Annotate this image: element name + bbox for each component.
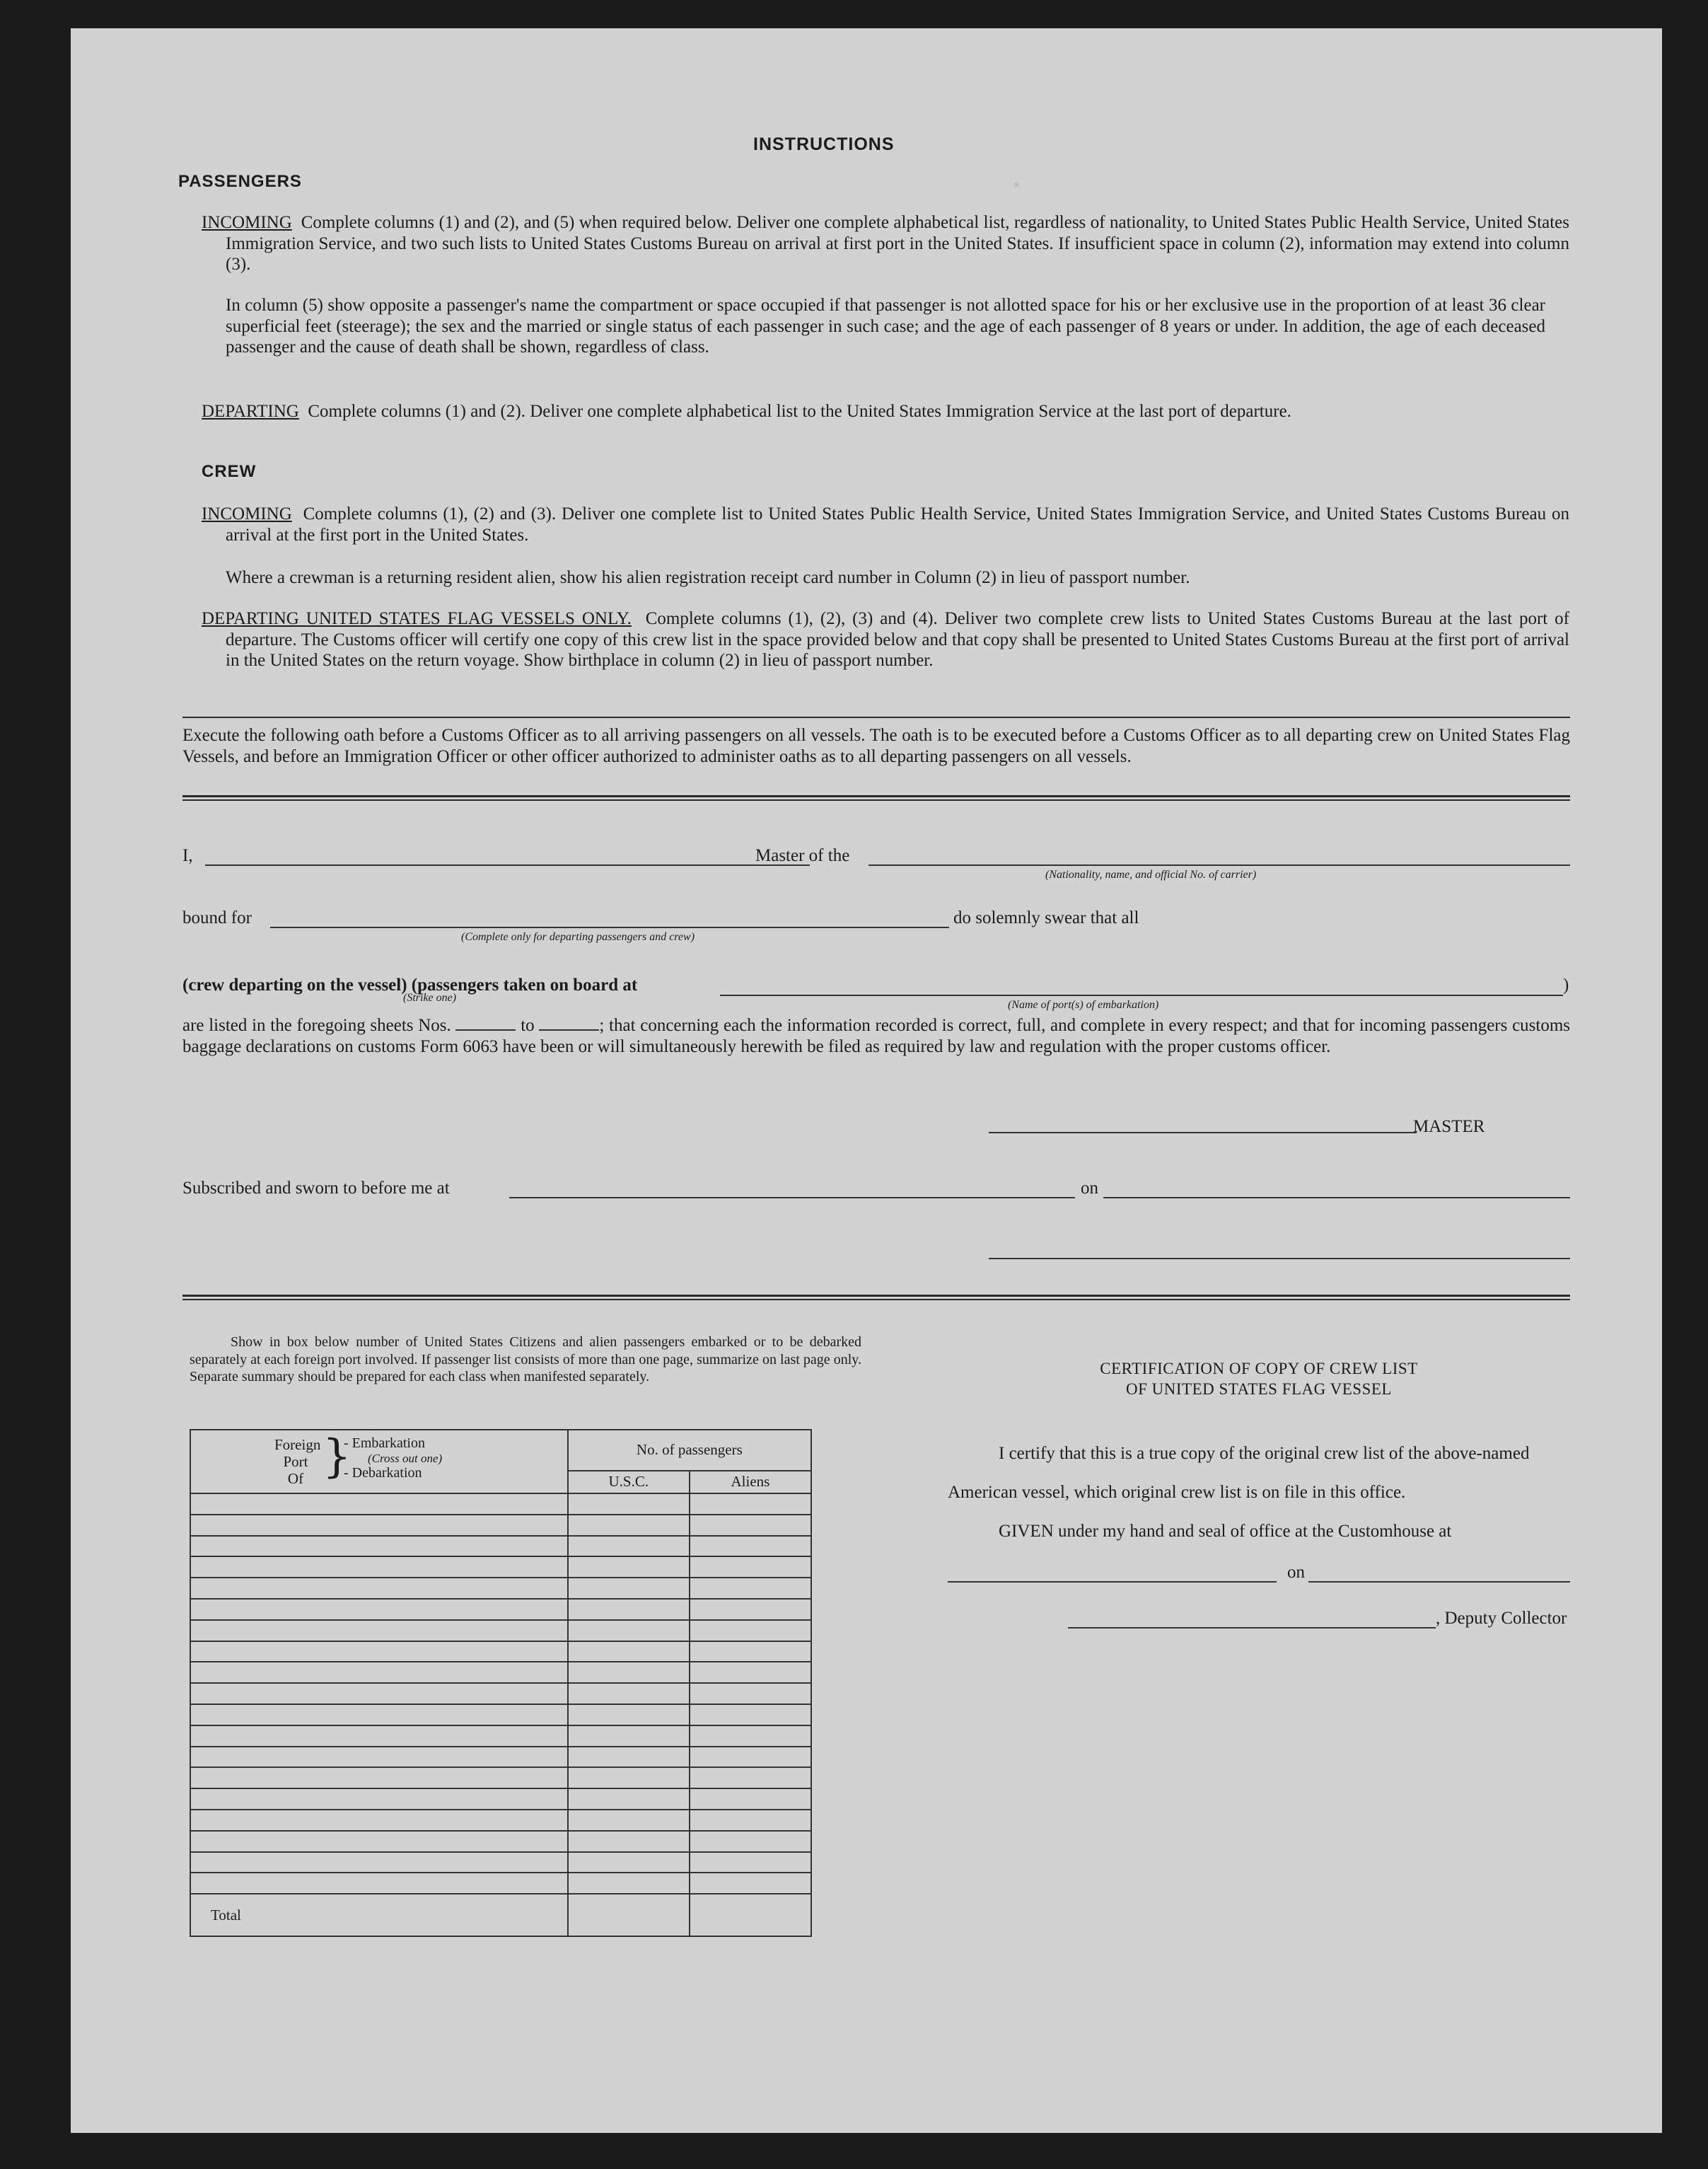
- divider: [182, 1295, 1570, 1297]
- officer-signature-field[interactable]: [989, 1258, 1570, 1259]
- port-cell[interactable]: [190, 1556, 568, 1578]
- aliens-cell[interactable]: [690, 1556, 811, 1578]
- crew-heading: CREW: [202, 462, 257, 481]
- usc-header: U.S.C.: [568, 1471, 690, 1493]
- crew-passengers-text: (crew departing on the vessel) (passengers taken on board at: [182, 976, 638, 995]
- usc-cell[interactable]: [568, 1767, 690, 1788]
- port-cell[interactable]: [190, 1873, 568, 1894]
- port-cell[interactable]: [190, 1831, 568, 1852]
- aliens-cell[interactable]: [690, 1662, 811, 1683]
- brace-glyph: }: [323, 1430, 352, 1483]
- bleed-through-mark: *: [1011, 180, 1022, 199]
- certification-on-label: on: [1287, 1563, 1305, 1582]
- incoming-text: Complete columns (1) and (2), and (5) when required below. Deliver one complete alphabetical list, regardless of nationality, to United States Public Health Service, United States Immigration Service, and two such lists to United States Customs Bureau on arrival at first port in the United States. If insufficient space in column (2), information may extend into column (3).: [226, 213, 1570, 274]
- summary-instructions: Show in box below number of United States Citizens and alien passengers embarked or to be debarked separately at each foreign port involved. If passenger list consists of more than one page, summarize on last page only. Separate summary should be prepared for each class when manifested separately.: [190, 1334, 861, 1384]
- usc-cell[interactable]: [568, 1683, 690, 1704]
- port-cell[interactable]: [190, 1725, 568, 1747]
- debarkation-label: - Debarkation: [344, 1465, 422, 1481]
- aliens-cell[interactable]: [690, 1767, 811, 1788]
- port-cell[interactable]: [190, 1493, 568, 1515]
- bound-for-caption: (Complete only for departing passengers and crew): [461, 931, 695, 943]
- port-cell[interactable]: [190, 1704, 568, 1725]
- usc-cell[interactable]: [568, 1641, 690, 1662]
- usc-cell[interactable]: [568, 1852, 690, 1873]
- port-label: Port: [283, 1453, 308, 1470]
- swear-text: do solemnly swear that all: [953, 908, 1139, 927]
- passengers-heading: PASSENGERS: [178, 172, 302, 191]
- usc-cell[interactable]: [568, 1662, 690, 1683]
- form-page: [71, 28, 1662, 2133]
- port-cell[interactable]: [190, 1515, 568, 1536]
- flag-vessels-label: DEPARTING UNITED STATES FLAG VESSELS ONLY.: [202, 609, 632, 628]
- crew-incoming-label: INCOMING: [202, 504, 292, 524]
- passenger-summary-table: [190, 1429, 812, 1937]
- crew-incoming-instruction: [202, 504, 1569, 545]
- aliens-cell[interactable]: [690, 1515, 811, 1536]
- aliens-cell[interactable]: [690, 1536, 811, 1557]
- carrier-caption: (Nationality, name, and official No. of carrier): [1045, 869, 1257, 881]
- embarkation-label: - Embarkation: [344, 1435, 425, 1451]
- subscribed-date-field[interactable]: [1103, 1197, 1570, 1198]
- instructions-title: INSTRUCTIONS: [753, 134, 895, 154]
- port-cell[interactable]: [190, 1747, 568, 1768]
- listed-text-b: ; that concerning each the information recorded is correct, full, and complete in every respect; and that for incoming passengers customs baggage declarations on customs Form 6063 have been or will simultaneously herewith be filed as required by law and regulation with the proper customs officer.: [182, 1016, 1571, 1056]
- port-cell[interactable]: [190, 1683, 568, 1704]
- close-paren: ): [1563, 976, 1569, 995]
- flag-vessels-instruction: [202, 608, 1569, 671]
- column5-instruction: In column (5) show opposite a passenger's name the compartment or space occupied if that passenger is not allotted space for his or her exclusive use in the proportion of at least 36 clear superficial feet (steerage); the sex and the married or single status of each passenger in such case; and the age of each passenger of 8 years or under. In addition, the age of each deceased passenger and the cause of death shall be shown, regardless of class.: [226, 296, 1545, 357]
- aliens-header: Aliens: [690, 1471, 811, 1493]
- embarkation-ports-field[interactable]: [720, 995, 1563, 996]
- crew-incoming-text: Complete columns (1), (2) and (3). Deliver one complete list to United States Public Health Service, United States Immigration Service, and United States Customs Bureau on arrival at the first port in the United States.: [226, 504, 1569, 545]
- aliens-cell[interactable]: [690, 1578, 811, 1599]
- port-cell[interactable]: [190, 1578, 568, 1599]
- aliens-cell[interactable]: [690, 1641, 811, 1662]
- aliens-cell[interactable]: [690, 1683, 811, 1704]
- usc-cell[interactable]: [568, 1515, 690, 1536]
- port-cell[interactable]: [190, 1536, 568, 1557]
- carrier-field[interactable]: [868, 864, 1570, 866]
- usc-cell[interactable]: [568, 1810, 690, 1831]
- port-cell[interactable]: [190, 1788, 568, 1810]
- certification-title-line2: OF UNITED STATES FLAG VESSEL: [1126, 1380, 1392, 1398]
- ports-caption: (Name of port(s) of embarkation): [1008, 999, 1159, 1011]
- port-cell[interactable]: [190, 1641, 568, 1662]
- foreign-label: Foreign: [274, 1436, 321, 1453]
- cross-out-label: (Cross out one): [368, 1452, 443, 1465]
- passengers-incoming-instruction: [202, 212, 1569, 275]
- master-label: MASTER: [1413, 1117, 1485, 1136]
- usc-cell[interactable]: [568, 1704, 690, 1725]
- aliens-cell[interactable]: [690, 1873, 811, 1894]
- divider: [182, 799, 1570, 801]
- oath-intro: Execute the following oath before a Customs Officer as to all arriving passengers on all vessels. The oath is to be executed before a Customs Officer as to all departing crew on United States Flag Vessels, and before an Immigration Officer or other officer authorized to administer oaths as to all departing passengers on all vessels.: [182, 726, 1570, 766]
- listed-sheets-statement: [182, 1015, 1570, 1057]
- sheet-from-field[interactable]: [455, 1017, 516, 1031]
- aliens-cell[interactable]: [690, 1788, 811, 1810]
- certify-text-line2: American vessel, which original crew list is on file in this office.: [948, 1483, 1406, 1502]
- aliens-cell[interactable]: [690, 1852, 811, 1873]
- certification-title-line1: CERTIFICATION OF COPY OF CREW LIST: [1100, 1360, 1418, 1377]
- subscribed-place-field[interactable]: [509, 1197, 1075, 1198]
- usc-cell[interactable]: [568, 1873, 690, 1894]
- port-cell[interactable]: [190, 1810, 568, 1831]
- certification-date-field[interactable]: [1308, 1581, 1570, 1583]
- subscribed-label: Subscribed and sworn to before me at: [182, 1179, 450, 1198]
- no-of-passengers-header: No. of passengers: [568, 1430, 811, 1471]
- usc-cell[interactable]: [568, 1747, 690, 1768]
- port-cell[interactable]: [190, 1662, 568, 1683]
- strike-caption: (Strike one): [403, 992, 457, 1004]
- departing-label: DEPARTING: [202, 402, 299, 421]
- usc-cell[interactable]: [568, 1599, 690, 1620]
- aliens-cell[interactable]: [690, 1620, 811, 1641]
- aliens-cell[interactable]: [690, 1831, 811, 1852]
- master-signature-field[interactable]: [989, 1132, 1417, 1133]
- listed-to: to: [521, 1016, 535, 1035]
- usc-cell[interactable]: [568, 1725, 690, 1747]
- listed-text-a: are listed in the foregoing sheets Nos.: [182, 1016, 451, 1035]
- incoming-label: INCOMING: [202, 213, 292, 232]
- departing-text: Complete columns (1) and (2). Deliver one complete alphabetical list to the United States Immigration Service at the last port of departure.: [308, 402, 1291, 421]
- port-cell[interactable]: [190, 1620, 568, 1641]
- oath-i-label: I,: [182, 846, 193, 865]
- given-text: GIVEN under my hand and seal of office at the Customhouse at: [999, 1522, 1452, 1541]
- usc-cell[interactable]: [568, 1620, 690, 1641]
- total-usc-cell[interactable]: [568, 1894, 690, 1936]
- usc-cell[interactable]: [568, 1831, 690, 1852]
- usc-cell[interactable]: [568, 1536, 690, 1557]
- total-label: Total: [190, 1894, 568, 1936]
- deputy-signature-field[interactable]: [1068, 1627, 1436, 1629]
- certification-title: [948, 1358, 1570, 1399]
- port-cell[interactable]: [190, 1852, 568, 1873]
- aliens-cell[interactable]: [690, 1810, 811, 1831]
- aliens-cell[interactable]: [690, 1599, 811, 1620]
- port-cell[interactable]: [190, 1599, 568, 1620]
- certify-text-line1: I certify that this is a true copy of the original crew list of the above-named: [999, 1444, 1530, 1463]
- crewman-instruction: Where a crewman is a returning resident alien, show his alien registration receipt card number in Column (2) in lieu of passport number.: [226, 568, 1190, 587]
- port-header-cell: [190, 1430, 568, 1493]
- passengers-departing-instruction: [202, 401, 1569, 422]
- deputy-collector-label: , Deputy Collector: [1436, 1609, 1567, 1628]
- divider: [182, 795, 1570, 797]
- port-cell[interactable]: [190, 1767, 568, 1788]
- aliens-cell[interactable]: [690, 1704, 811, 1725]
- usc-cell[interactable]: [568, 1788, 690, 1810]
- of-label: Of: [287, 1470, 304, 1487]
- divider: [182, 1299, 1570, 1300]
- aliens-cell[interactable]: [690, 1725, 811, 1747]
- subscribed-on-label: on: [1081, 1179, 1098, 1198]
- usc-cell[interactable]: [568, 1493, 690, 1515]
- usc-cell[interactable]: [568, 1556, 690, 1578]
- sheet-to-field[interactable]: [539, 1017, 599, 1031]
- flag-vessels-text: Complete columns (1), (2), (3) and (4). Deliver two complete crew lists to United States Customs Bureau at the last port of departure. The Customs officer will certify one copy of this crew list in the space provided below and that copy shall be presented to United States Customs Bureau at the first port of arrival in the United States on the return voyage. Show birthplace in column (2) in lieu of passport number.: [226, 609, 1569, 670]
- bound-for-label: bound for: [182, 908, 252, 927]
- aliens-cell[interactable]: [690, 1747, 811, 1768]
- aliens-cell[interactable]: [690, 1493, 811, 1515]
- customhouse-field[interactable]: [948, 1581, 1277, 1583]
- divider: [182, 717, 1570, 718]
- master-name-field[interactable]: [205, 864, 810, 866]
- bound-for-field[interactable]: [270, 927, 949, 928]
- usc-cell[interactable]: [568, 1578, 690, 1599]
- master-of-the-label: Master of the: [755, 846, 850, 865]
- total-aliens-cell[interactable]: [690, 1894, 811, 1936]
